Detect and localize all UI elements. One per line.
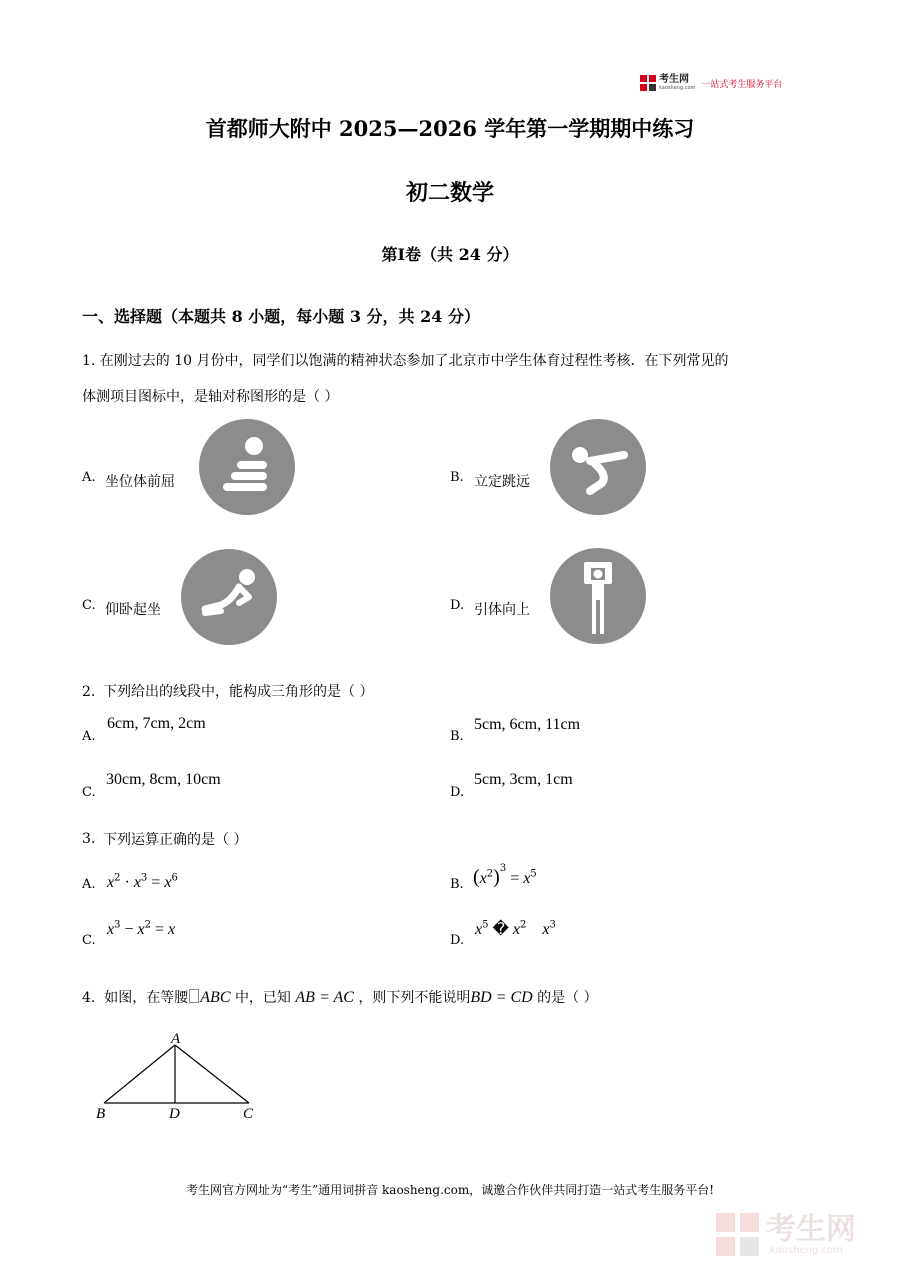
q4-stem: 4. 如图，在等腰 ABC 中，已知 AB = AC ，则下列不能说明BD = CD 的是（ ） <box>82 989 598 1006</box>
standing-long-jump-icon <box>550 419 646 515</box>
q1-option-a-letter: A. <box>82 470 96 485</box>
logo-name: 考生网 <box>659 74 689 85</box>
q2-option-d-text: 5cm, 3cm, 1cm <box>474 771 573 788</box>
q3-option-a-letter: A. <box>82 877 96 892</box>
q2-option-a-letter: A. <box>82 729 96 744</box>
q2-option-c-text: 30cm, 8cm, 10cm <box>106 771 221 788</box>
q3-option-b-formula: $(x^2)^3 = x^5$ <box>473 862 537 888</box>
pull-up-icon <box>550 548 646 644</box>
watermark <box>716 1212 886 1258</box>
q3-option-c-letter: C. <box>82 933 96 948</box>
section-heading: 一、选择题（本题共 8 小题，每小题 3 分，共 24 分） <box>82 307 480 326</box>
kaosheng-logo-icon <box>640 75 656 91</box>
q1-option-c-letter: C. <box>82 598 96 613</box>
exam-title: 首都师大附中 2025—2026 学年第一学期期中练习 <box>205 116 695 141</box>
sit-and-reach-icon <box>199 419 295 515</box>
vertex-c-label: C <box>243 1106 254 1122</box>
footer-note: 考生网官方网址为“考生”通用词拼音 kaosheng.com，诚邀合作伙伴共同打造一站式考生服务平台! <box>185 1183 715 1197</box>
q3-option-a-formula: $x^2 \cdot x^3 = x^6$ <box>107 872 178 891</box>
q1-option-c-text: 仰卧起坐 <box>105 602 161 618</box>
vertex-a-label: A <box>171 1031 181 1047</box>
q3-stem: 下列运算正确的是（ ） <box>103 832 248 848</box>
q2-option-c-letter: C. <box>82 785 96 800</box>
sit-up-icon <box>181 549 277 645</box>
q3-option-d-letter: D. <box>450 933 465 948</box>
vertex-d-label: D <box>169 1106 180 1122</box>
q2-option-b-letter: B. <box>450 729 464 744</box>
q3-option-b-letter: B. <box>450 877 464 892</box>
logo-slogan: 一站式考生服务平台 <box>701 79 783 90</box>
watermark-domain: kaosheng.com <box>770 1244 843 1256</box>
vertex-b-label: B <box>96 1106 106 1122</box>
q2-option-a-text: 6cm, 7cm, 2cm <box>107 715 206 732</box>
part-title: 第Ⅰ卷（共 24 分） <box>381 245 519 264</box>
brand-logo <box>640 72 810 94</box>
q3-number: 3. <box>82 831 96 847</box>
q4-triangle-figure <box>92 1030 267 1125</box>
q3-option-d-formula: $x^5$ � $x^2$ $x^3$ <box>475 919 556 938</box>
q1-stem-line1: 1. 在刚过去的 10 月份中，同学们以饱满的精神状态参加了北京市中学生体育过程性考核．在下列常见的 <box>82 353 729 369</box>
q1-option-d-text: 引体向上 <box>474 602 530 618</box>
q3-option-c-formula: $x^3 - x^2 = x$ <box>107 919 176 938</box>
q1-option-d-letter: D. <box>450 598 465 613</box>
logo-domain: kaosheng.com <box>659 85 696 91</box>
q2-number: 2. <box>82 684 96 700</box>
q1-option-a-text: 坐位体前屈 <box>105 474 175 490</box>
watermark-text: 考生网 <box>766 1211 856 1247</box>
q2-option-d-letter: D. <box>450 785 465 800</box>
subject-title: 初二数学 <box>405 180 494 206</box>
triangle-symbol-icon <box>189 989 199 1003</box>
q1-option-b-letter: B. <box>450 470 464 485</box>
q1-option-b-text: 立定跳远 <box>474 474 530 490</box>
q2-option-b-text: 5cm, 6cm, 11cm <box>474 716 581 733</box>
watermark-logo-icon <box>716 1213 760 1257</box>
q1-stem-line2: 体测项目图标中，是轴对称图形的是（ ） <box>82 389 339 405</box>
q2-stem: 下列给出的线段中，能构成三角形的是（ ） <box>103 684 374 700</box>
